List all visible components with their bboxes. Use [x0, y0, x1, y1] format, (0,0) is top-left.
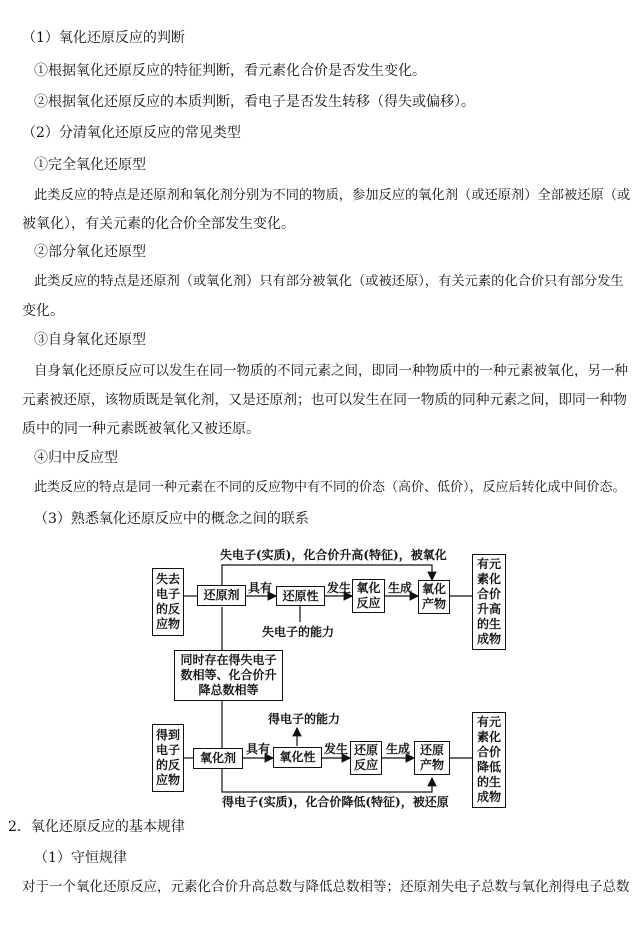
paragraph: 被氧化），有关元素的化合价全部发生变化。 — [22, 216, 295, 232]
occurs-label-top: 发生 — [327, 581, 352, 595]
reducibility-box: 还原性 — [276, 586, 325, 606]
forms-label-bottom: 生成 — [386, 742, 411, 756]
reduction-reaction-box: 还原 反应 — [350, 741, 382, 775]
paragraph: 对于一个氧化还原反应，元素化合价升高总数与降低总数相等；还原剂失电子总数与氧化剂得电子总数 — [22, 879, 630, 895]
heading-relations: （3）熟悉氧化还原反应中的概念之间的联系 — [34, 511, 309, 527]
paragraph: 元素被还原，该物质既是氧化剂，又是还原剂；也可以发生在同一物质的同种元素之间，即同一种物 — [22, 392, 628, 408]
paragraph: 自身氧化还原反应可以发生在同一物质的不同元素之间，即同一种物质中的一种元素被氧化，另一种 — [34, 363, 628, 379]
oxidizing-agent-box: 氧化剂 — [193, 748, 243, 769]
decreased-valence-product-box: 有元 素化 合价 降低 的生 成物 — [472, 712, 506, 808]
paragraph: 此类反应的特点是还原剂和氧化剂分别为不同的物质，参加反应的氧化剂（或还原剂）全部被还原（或 — [34, 188, 631, 203]
paragraph: ①根据氧化还原反应的特征判断，看元素化合价是否发生变化。 — [34, 63, 426, 79]
section-heading-rules: 2．氧化还原反应的基本规律 — [8, 819, 185, 835]
paragraph: ②根据氧化还原反应的本质判断，看电子是否发生转移（得失或偏移）。 — [34, 94, 475, 110]
heading-types: （2）分清氧化还原反应的常见类型 — [22, 125, 241, 141]
paragraph: 变化。 — [22, 303, 64, 319]
bottom-relation-label: 得电子(实质)，化合价降低(特征)，被还原 — [222, 795, 449, 809]
occurs-label-bottom: 发生 — [324, 742, 349, 756]
subheading: ②部分氧化还原型 — [34, 244, 146, 260]
paragraph: 质中的同一种元素既被氧化又被还原。 — [22, 421, 260, 437]
oxidation-product-box: 氧化 产物 — [418, 580, 450, 614]
heading-judgment: （1）氧化还原反应的判断 — [22, 30, 185, 46]
top-relation-label: 失电子(实质)，化合价升高(特征)，被氧化 — [220, 548, 447, 562]
increased-valence-product-box: 有元 素化 合价 升高 的生 成物 — [472, 554, 506, 650]
paragraph: 此类反应的特点是同一种元素在不同的反应物中有不同的价态（高价、低价），反应后转化成中间价态。 — [34, 480, 626, 495]
reduction-product-box: 还原 产物 — [414, 741, 450, 775]
subheading: ①完全氧化还原型 — [34, 157, 146, 173]
lose-electrons-reactant-box: 失去 电子 的反 应物 — [152, 568, 184, 636]
reducing-agent-box: 还原剂 — [197, 585, 246, 606]
subheading-conservation: （1）守恒规律 — [34, 850, 127, 866]
gain-electron-ability-label: 得电子的能力 — [268, 712, 341, 726]
has-label-bottom: 具有 — [246, 742, 271, 756]
has-label-top: 具有 — [248, 581, 273, 595]
oxidizability-box: 氧化性 — [273, 747, 322, 768]
lose-electron-ability-label: 失电子的能力 — [262, 625, 335, 639]
gain-electrons-reactant-box: 得到 电子 的反 应物 — [152, 724, 184, 792]
conservation-box: 同时存在得失电子 数相等、化合价升 降总数相等 — [174, 650, 283, 701]
subheading: ③自身氧化还原型 — [34, 332, 146, 348]
oxidation-reaction-box: 氧化 反应 — [352, 579, 385, 613]
subheading: ④归中反应型 — [34, 450, 118, 466]
connector-arrow — [222, 769, 432, 792]
paragraph: 此类反应的特点是还原剂（或氧化剂）只有部分被氧化（或被还原），有关元素的化合价只有部分发生 — [34, 274, 624, 289]
forms-label-top: 生成 — [388, 581, 413, 595]
